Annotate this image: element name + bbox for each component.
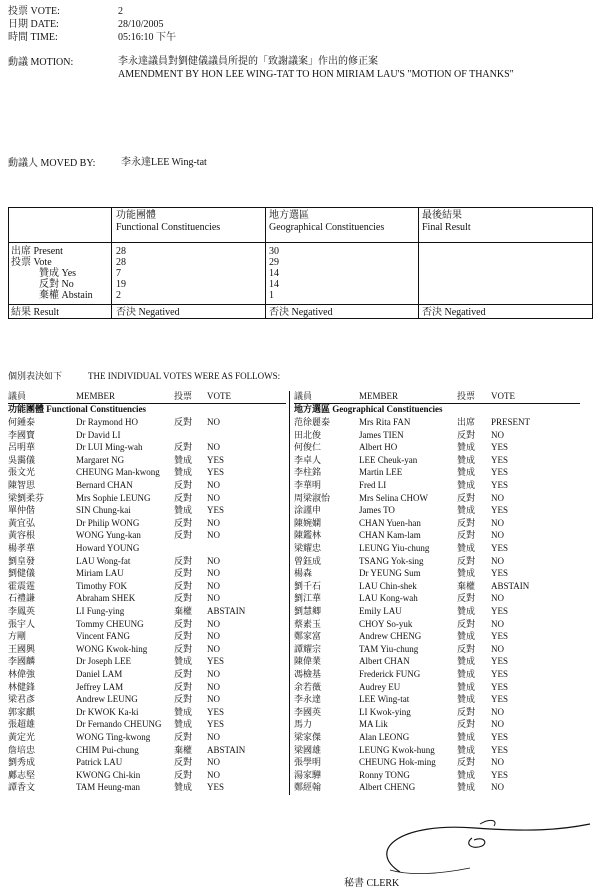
- member-vzh: 贊成: [174, 656, 193, 667]
- member-ven: YES: [491, 568, 509, 579]
- member-ven: ABSTAIN: [491, 580, 530, 591]
- clerk-signature-icon: [360, 810, 592, 882]
- member-vzh: 反對: [457, 593, 476, 604]
- member-vzh: 贊成: [174, 719, 193, 730]
- gc-vote: 29: [269, 257, 279, 268]
- gc-present: 30: [269, 246, 279, 257]
- member-zh: 張宇人: [8, 618, 36, 629]
- member-zh: 陳鑑林: [294, 530, 322, 541]
- member-vzh: 贊成: [457, 732, 476, 742]
- member-en: Albert CHAN: [359, 656, 410, 667]
- member-ven: NO: [207, 492, 220, 503]
- member-en: CHIM Pui-chung: [76, 744, 139, 755]
- member-zh: 黃定光: [8, 732, 36, 742]
- member-zh: 單仲偕: [8, 505, 36, 516]
- column-divider: [289, 391, 290, 795]
- vote-value: 2: [118, 6, 123, 17]
- member-en: CHOY So-yuk: [359, 618, 413, 629]
- member-zh: 馮檢基: [294, 669, 322, 679]
- member-zh: 郭家麒: [8, 706, 36, 717]
- member-vzh: 反對: [174, 555, 193, 566]
- col-gc-zh: 地方選區: [269, 210, 309, 221]
- member-en: Albert HO: [359, 442, 398, 453]
- member-ven: YES: [491, 606, 509, 616]
- member-zh: 鄭家富: [294, 631, 322, 642]
- member-zh: 范徐麗泰: [294, 417, 331, 427]
- row-result-label: 結果 Result: [11, 307, 60, 318]
- member-ven: NO: [207, 530, 220, 541]
- fc-section-title: 功能團體 Functional Constituencies: [8, 404, 147, 414]
- gc-section-title: 地方選區 Geographical Constituencies: [294, 404, 443, 414]
- member-ven: NO: [491, 618, 504, 629]
- member-ven: YES: [491, 467, 509, 478]
- gc-yes: 14: [269, 268, 279, 279]
- member-ven: NO: [207, 757, 220, 768]
- member-zh: 湯家驊: [294, 769, 322, 780]
- member-ven: YES: [491, 505, 509, 516]
- member-en: Jeffrey LAM: [76, 681, 124, 692]
- member-vzh: 贊成: [457, 656, 476, 667]
- member-en: James TIEN: [359, 429, 404, 440]
- member-vzh: 棄權: [174, 606, 193, 616]
- member-en: Daniel LAM: [76, 669, 123, 679]
- fc-vote: 28: [116, 257, 126, 268]
- motion-title-en: AMENDMENT BY HON LEE WING-TAT TO HON MIRIAM LAU'S "MOTION OF THANKS": [118, 69, 514, 80]
- member-ven: YES: [207, 505, 225, 516]
- member-vzh: 反對: [457, 530, 476, 541]
- member-en: Audrey EU: [359, 681, 401, 692]
- member-vzh: 贊成: [174, 706, 193, 717]
- member-zh: 譚耀宗: [294, 643, 322, 654]
- member-en: Vincent FANG: [76, 631, 131, 642]
- member-vzh: 棄權: [457, 580, 476, 591]
- member-vzh: 贊成: [174, 467, 193, 478]
- member-en: Miriam LAU: [76, 568, 124, 579]
- member-vzh: 贊成: [457, 681, 476, 692]
- fc-col-member-zh: 議員: [8, 391, 27, 401]
- member-zh: 陳婉嫻: [294, 517, 322, 528]
- member-zh: 李永達: [294, 694, 322, 705]
- member-vzh: 贊成: [457, 543, 476, 553]
- member-vzh: 贊成: [457, 744, 476, 755]
- member-zh: 李柱銘: [294, 467, 322, 478]
- member-ven: YES: [491, 543, 509, 553]
- member-vzh: 贊成: [457, 631, 476, 642]
- member-vzh: 反對: [174, 530, 193, 541]
- member-zh: 張學明: [294, 757, 322, 768]
- member-zh: 李鳳英: [8, 606, 36, 616]
- member-zh: 劉皇發: [8, 555, 36, 566]
- member-ven: NO: [491, 719, 504, 730]
- member-en: Dr Raymond HO: [76, 417, 138, 427]
- member-en: Dr Philip WONG: [76, 517, 140, 528]
- member-zh: 詹培忠: [8, 744, 36, 755]
- member-ven: NO: [207, 694, 220, 705]
- fc-yes: 7: [116, 268, 121, 279]
- member-zh: 鄺志堅: [8, 769, 36, 780]
- row-no-label: 反對 No: [39, 279, 74, 290]
- member-vzh: 反對: [174, 442, 193, 453]
- row-present-label: 出席 Present: [11, 246, 63, 257]
- member-ven: YES: [491, 681, 509, 692]
- member-en: TSANG Yok-sing: [359, 555, 424, 566]
- time-value: 05:16:10 下午: [118, 32, 177, 43]
- member-vzh: 反對: [457, 555, 476, 566]
- member-ven: YES: [207, 454, 225, 465]
- member-vzh: 贊成: [457, 769, 476, 780]
- member-ven: NO: [207, 480, 220, 490]
- col-fc-zh: 功能團體: [116, 210, 156, 221]
- gc-col-member-en: MEMBER: [359, 391, 399, 401]
- member-en: Patrick LAU: [76, 757, 123, 768]
- member-ven: NO: [207, 618, 220, 629]
- member-zh: 楊森: [294, 568, 313, 579]
- member-ven: NO: [207, 643, 220, 654]
- member-zh: 余若薇: [294, 681, 322, 692]
- member-vzh: 反對: [457, 706, 476, 717]
- member-ven: NO: [207, 555, 220, 566]
- member-zh: 張超雄: [8, 719, 36, 730]
- member-vzh: 贊成: [457, 454, 476, 465]
- member-vzh: 反對: [174, 681, 193, 692]
- member-vzh: 贊成: [457, 669, 476, 679]
- fc-abstain: 2: [116, 290, 121, 301]
- member-en: Ronny TONG: [359, 769, 410, 780]
- member-vzh: 反對: [174, 417, 193, 427]
- fc-no: 19: [116, 279, 126, 290]
- member-en: Dr Joseph LEE: [76, 656, 131, 667]
- final-result: 否決 Negatived: [422, 307, 486, 318]
- member-en: Margaret NG: [76, 454, 125, 465]
- member-ven: YES: [207, 656, 225, 667]
- member-en: CHAN Kam-lam: [359, 530, 421, 541]
- member-vzh: 反對: [174, 643, 193, 654]
- member-zh: 陳智思: [8, 480, 36, 490]
- member-en: KWONG Chi-kin: [76, 769, 141, 780]
- member-ven: YES: [207, 719, 225, 730]
- member-zh: 陳偉業: [294, 656, 322, 667]
- member-en: Albert CHENG: [359, 782, 416, 793]
- member-vzh: 反對: [174, 480, 193, 490]
- votes-intro-zh: 個別表決如下: [8, 371, 63, 381]
- member-ven: YES: [491, 656, 509, 667]
- member-zh: 涂謹申: [294, 505, 322, 516]
- member-en: TAM Heung-man: [76, 782, 141, 793]
- member-zh: 鄭經翰: [294, 782, 322, 793]
- member-vzh: 贊成: [457, 480, 476, 490]
- member-vzh: 贊成: [457, 694, 476, 705]
- motion-label: 動議 MOTION:: [8, 57, 74, 68]
- member-en: TAM Yiu-chung: [359, 643, 419, 654]
- member-en: LEUNG Kwok-hung: [359, 744, 435, 755]
- member-vzh: 贊成: [174, 782, 193, 793]
- member-en: LEUNG Yiu-chung: [359, 543, 430, 553]
- member-vzh: 棄權: [174, 744, 193, 755]
- member-zh: 何鍾泰: [8, 417, 36, 427]
- member-vzh: 贊成: [457, 568, 476, 579]
- member-ven: NO: [207, 769, 220, 780]
- member-ven: NO: [207, 417, 220, 427]
- member-zh: 李國麟: [8, 656, 36, 667]
- member-vzh: 反對: [174, 618, 193, 629]
- member-vzh: 反對: [457, 517, 476, 528]
- member-vzh: 贊成: [457, 505, 476, 516]
- member-en: Andrew LEUNG: [76, 694, 138, 705]
- date-value: 28/10/2005: [118, 19, 164, 30]
- row-vote-label: 投票 Vote: [11, 257, 52, 268]
- member-en: Dr David LI: [76, 429, 121, 440]
- member-zh: 呂明華: [8, 442, 36, 453]
- member-en: LAU Wong-fat: [76, 555, 131, 566]
- member-en: James TO: [359, 505, 395, 516]
- member-zh: 梁耀忠: [294, 543, 322, 553]
- member-zh: 馬力: [294, 719, 313, 730]
- member-ven: NO: [491, 782, 504, 793]
- member-zh: 劉慧卿: [294, 606, 322, 616]
- member-zh: 曾鈺成: [294, 555, 322, 566]
- member-zh: 周梁淑怡: [294, 492, 331, 503]
- member-vzh: 反對: [457, 429, 476, 440]
- gc-col-vote-zh: 投票: [457, 391, 476, 401]
- member-vzh: 反對: [457, 492, 476, 503]
- fc-col-vote-zh: 投票: [174, 391, 193, 401]
- member-en: Bernard CHAN: [76, 480, 133, 490]
- member-ven: YES: [491, 732, 509, 742]
- member-ven: NO: [491, 555, 504, 566]
- member-vzh: 反對: [457, 719, 476, 730]
- member-vzh: 贊成: [457, 606, 476, 616]
- member-en: LI Kwok-ying: [359, 706, 411, 717]
- member-vzh: 贊成: [174, 454, 193, 465]
- member-zh: 何俊仁: [294, 442, 322, 453]
- member-vzh: 出席: [457, 417, 476, 427]
- member-zh: 王國興: [8, 643, 36, 654]
- col-final-zh: 最後結果: [422, 210, 462, 221]
- member-en: LAU Chin-shek: [359, 580, 417, 591]
- member-ven: NO: [207, 517, 220, 528]
- member-vzh: 反對: [174, 732, 193, 742]
- member-zh: 吳靄儀: [8, 454, 36, 465]
- member-en: Frederick FUNG: [359, 669, 421, 679]
- member-zh: 梁家傑: [294, 732, 322, 742]
- member-en: Mrs Sophie LEUNG: [76, 492, 151, 503]
- member-zh: 張文光: [8, 467, 36, 478]
- member-ven: NO: [491, 530, 504, 541]
- member-zh: 劉千石: [294, 580, 322, 591]
- member-vzh: 反對: [174, 757, 193, 768]
- gc-col-member-zh: 議員: [294, 391, 313, 401]
- member-zh: 梁國雄: [294, 744, 322, 755]
- member-en: CHAN Yuen-han: [359, 517, 421, 528]
- member-en: WONG Yung-kan: [76, 530, 141, 541]
- member-en: LEE Wing-tat: [359, 694, 410, 705]
- member-vzh: 反對: [174, 769, 193, 780]
- member-en: Tommy CHEUNG: [76, 618, 144, 629]
- member-ven: NO: [491, 517, 504, 528]
- member-zh: 黃容根: [8, 530, 36, 541]
- member-ven: YES: [491, 744, 509, 755]
- member-en: LEE Cheuk-yan: [359, 454, 418, 465]
- member-vzh: 反對: [174, 593, 193, 604]
- member-zh: 劉健儀: [8, 568, 36, 579]
- gc-abstain: 1: [269, 290, 274, 301]
- gc-result: 否決 Negatived: [269, 307, 333, 318]
- member-zh: 黃宜弘: [8, 517, 36, 528]
- member-ven: YES: [207, 706, 225, 717]
- fc-col-member-en: MEMBER: [76, 391, 116, 401]
- member-en: Fred LI: [359, 480, 387, 490]
- col-final-en: Final Result: [422, 222, 471, 233]
- member-ven: NO: [207, 732, 220, 742]
- member-en: LAU Kong-wah: [359, 593, 418, 604]
- member-en: SIN Chung-kai: [76, 505, 131, 516]
- member-en: Abraham SHEK: [76, 593, 136, 604]
- member-en: Martin LEE: [359, 467, 403, 478]
- member-en: Andrew CHENG: [359, 631, 422, 642]
- date-label: 日期 DATE:: [8, 19, 59, 30]
- member-en: CHEUNG Hok-ming: [359, 757, 436, 768]
- member-vzh: 反對: [174, 580, 193, 591]
- summary-table: [8, 207, 593, 319]
- member-vzh: 贊成: [174, 505, 193, 516]
- member-ven: NO: [207, 568, 220, 579]
- member-en: Timothy FOK: [76, 580, 127, 591]
- member-ven: YES: [491, 442, 509, 453]
- member-ven: NO: [207, 580, 220, 591]
- member-zh: 李華明: [294, 480, 322, 490]
- member-zh: 劉江華: [294, 593, 322, 604]
- member-vzh: 反對: [174, 669, 193, 679]
- member-ven: YES: [491, 631, 509, 642]
- member-vzh: 反對: [174, 517, 193, 528]
- clerk-label: 秘書 CLERK: [344, 878, 400, 889]
- member-en: Dr YEUNG Sum: [359, 568, 421, 579]
- member-en: MA Lik: [359, 719, 388, 730]
- member-ven: NO: [207, 669, 220, 679]
- member-ven: NO: [491, 429, 504, 440]
- member-zh: 梁劉柔芬: [8, 492, 45, 503]
- member-ven: NO: [491, 492, 504, 503]
- member-vzh: 反對: [457, 618, 476, 629]
- member-en: CHEUNG Man-kwong: [76, 467, 160, 478]
- member-ven: NO: [491, 706, 504, 717]
- member-en: Mrs Selina CHOW: [359, 492, 428, 503]
- member-vzh: 反對: [174, 568, 193, 579]
- gc-no: 14: [269, 279, 279, 290]
- vote-label: 投票 VOTE:: [8, 6, 60, 17]
- col-gc-en: Geographical Constituencies: [269, 222, 385, 233]
- fc-result: 否決 Negatived: [116, 307, 180, 318]
- member-ven: YES: [207, 467, 225, 478]
- member-vzh: 反對: [457, 643, 476, 654]
- member-ven: PRESENT: [491, 417, 531, 427]
- member-zh: 李國寶: [8, 429, 36, 440]
- member-ven: YES: [491, 669, 509, 679]
- member-en: Dr KWOK Ka-ki: [76, 706, 139, 717]
- member-ven: NO: [207, 631, 220, 642]
- member-en: WONG Ting-kwong: [76, 732, 151, 742]
- gc-col-vote-en: VOTE: [491, 391, 515, 401]
- member-zh: 林偉強: [8, 669, 36, 679]
- member-ven: NO: [207, 681, 220, 692]
- member-en: Emily LAU: [359, 606, 402, 616]
- member-ven: YES: [491, 769, 509, 780]
- member-zh: 石禮謙: [8, 593, 36, 604]
- member-ven: NO: [491, 757, 504, 768]
- member-ven: YES: [207, 782, 225, 793]
- member-en: Dr LUI Ming-wah: [76, 442, 143, 453]
- member-en: WONG Kwok-hing: [76, 643, 148, 654]
- member-zh: 蔡素玉: [294, 618, 322, 629]
- moved-by-label: 動議人 MOVED BY:: [8, 158, 96, 169]
- member-zh: 楊孝華: [8, 543, 36, 553]
- member-en: LI Fung-ying: [76, 606, 125, 616]
- row-yes-label: 贊成 Yes: [39, 268, 77, 279]
- member-ven: NO: [491, 643, 504, 654]
- member-ven: NO: [207, 442, 220, 453]
- member-zh: 劉秀成: [8, 757, 36, 768]
- member-en: Mrs Rita FAN: [359, 417, 411, 427]
- member-en: Dr Fernando CHEUNG: [76, 719, 162, 730]
- member-ven: ABSTAIN: [207, 606, 246, 616]
- member-vzh: 反對: [174, 694, 193, 705]
- votes-intro-en: THE INDIVIDUAL VOTES WERE AS FOLLOWS:: [88, 371, 281, 381]
- member-zh: 李卓人: [294, 454, 322, 465]
- member-zh: 霍震霆: [8, 580, 36, 591]
- member-zh: 譚香文: [8, 782, 36, 793]
- fc-col-vote-en: VOTE: [207, 391, 231, 401]
- member-en: Alan LEONG: [359, 732, 410, 742]
- time-label: 時間 TIME:: [8, 32, 58, 43]
- member-vzh: 贊成: [457, 782, 476, 793]
- member-zh: 林健鋒: [8, 681, 36, 692]
- member-zh: 方剛: [8, 631, 27, 642]
- member-vzh: 贊成: [457, 467, 476, 478]
- member-en: Howard YOUNG: [76, 543, 140, 553]
- member-ven: NO: [207, 593, 220, 604]
- member-ven: YES: [491, 480, 509, 490]
- member-zh: 梁君彥: [8, 694, 36, 705]
- member-vzh: 反對: [174, 631, 193, 642]
- member-vzh: 贊成: [457, 442, 476, 453]
- member-vzh: 反對: [457, 757, 476, 768]
- member-ven: ABSTAIN: [207, 744, 246, 755]
- moved-by-value: 李永達LEE Wing-tat: [121, 157, 207, 168]
- member-zh: 李國英: [294, 706, 322, 717]
- member-ven: YES: [491, 694, 509, 705]
- member-zh: 田北俊: [294, 429, 322, 440]
- member-ven: NO: [491, 593, 504, 604]
- member-ven: YES: [491, 454, 509, 465]
- col-fc-en: Functional Constituencies: [116, 222, 221, 233]
- fc-present: 28: [116, 246, 126, 257]
- member-vzh: 反對: [174, 492, 193, 503]
- row-abstain-label: 棄權 Abstain: [39, 290, 93, 301]
- motion-title-zh: 李永達議員對劉健儀議員所提的「致謝議案」作出的修正案: [118, 56, 378, 67]
